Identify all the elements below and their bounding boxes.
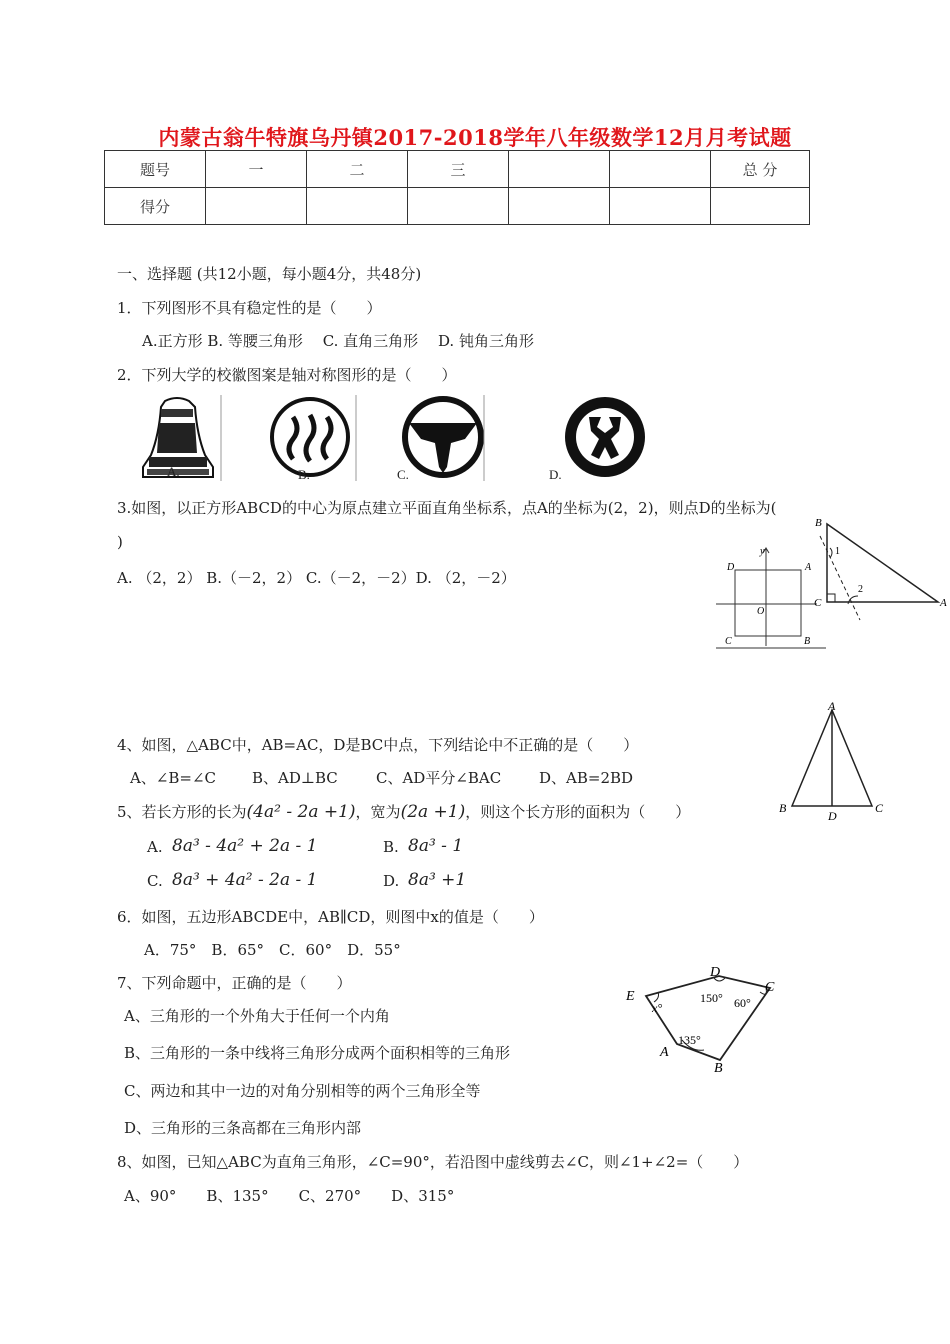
- table-cell: [206, 188, 307, 225]
- figure-label: 2: [858, 584, 863, 595]
- emblem-figures: [135, 395, 655, 485]
- table-cell: [408, 188, 509, 225]
- figure-label: x°: [652, 1001, 663, 1015]
- option-label: C.: [397, 467, 409, 482]
- figure-label: 1: [835, 546, 840, 557]
- question-7-option-c: C、两边和其中一边的对角分别相等的两个三角形全等: [124, 1082, 481, 1100]
- figure-label: O: [757, 606, 765, 617]
- question-5-stem: [117, 801, 690, 822]
- question-4-figure: [775, 700, 890, 825]
- question-8-figure: [810, 514, 950, 624]
- figure-label: C: [814, 597, 822, 609]
- figure-label: B: [804, 636, 811, 647]
- figure-label: 60°: [734, 996, 751, 1010]
- question-2-stem: 2．下列大学的校徽图案是轴对称图形的是（ ）: [117, 366, 457, 384]
- figure-label: B: [815, 517, 822, 529]
- figure-label: A: [805, 562, 812, 573]
- table-row: [105, 151, 810, 188]
- question-6-options: A．75° B．65° C．60° D．55°: [144, 941, 401, 959]
- figure-label: A: [940, 597, 947, 609]
- option-label: B.: [298, 467, 310, 482]
- table-row: [105, 188, 810, 225]
- question-4-stem: 4、如图，△ABC中，AB=AC，D是BC中点，下列结论中不正确的是（ ）: [117, 736, 639, 754]
- question-8-options: A、90° B、135° C、270° D、315°: [124, 1187, 455, 1205]
- figure-label: C: [725, 636, 732, 647]
- length-expression: (4a² - 2a +1): [246, 802, 356, 822]
- figure-label: D: [828, 809, 837, 823]
- table-cell: 二: [307, 151, 408, 188]
- question-5-option-a: 8a³ - 4a² + 2a - 1: [172, 836, 318, 856]
- stem-text: 5、若长方形的长为: [117, 803, 247, 821]
- table-cell: [711, 188, 810, 225]
- question-4-option-b: B、AD⊥BC: [252, 769, 338, 787]
- option-label: B.: [383, 838, 399, 856]
- table-cell: [610, 151, 711, 188]
- stem-text: ，则这个长方形的面积为（ ）: [465, 803, 691, 821]
- section-heading: 一、选择题 (共12小题，每小题4分，共48分): [117, 265, 422, 283]
- question-6-stem: 6．如图，五边形ABCDE中，AB∥CD，则图中x的值是（ ）: [117, 908, 544, 926]
- figure-label: B: [779, 801, 787, 815]
- question-3-stem: 3.如图，以正方形ABCD的中心为原点建立平面直角坐标系，点A的坐标为(2，2)，则点D的坐标为(: [117, 499, 777, 517]
- emblem-a-icon: [143, 395, 221, 481]
- question-7-stem: 7、下列命题中，正确的是（ ）: [117, 974, 352, 992]
- question-5-option-b: 8a³ - 1: [408, 836, 464, 856]
- figure-label: A: [660, 1045, 669, 1060]
- figure-label: 150°: [700, 991, 723, 1005]
- figure-label: D: [727, 562, 735, 573]
- table-cell: [610, 188, 711, 225]
- question-5-option-c: 8a³ + 4a² - 2a - 1: [172, 870, 318, 890]
- question-4-option-c: C、AD平分∠BAC: [376, 769, 502, 787]
- table-cell: [509, 188, 610, 225]
- figure-label: A: [828, 700, 836, 713]
- option-label: C.: [147, 872, 163, 890]
- table-cell: [509, 151, 610, 188]
- table-cell: 题号: [105, 151, 206, 188]
- question-3-stem-end: ): [117, 533, 123, 551]
- figure-label: B: [714, 1061, 723, 1076]
- figure-label: D: [710, 965, 721, 980]
- question-5-option-d: 8a³ +1: [408, 870, 467, 890]
- figure-label: C: [875, 801, 884, 815]
- question-7-option-b: B、三角形的一条中线将三角形分成两个面积相等的三角形: [124, 1044, 511, 1062]
- page-title: 内蒙古翁牛特旗乌丹镇2017-2018学年八年级数学12月月考试题: [158, 125, 792, 150]
- question-3-options: A. （2，2） B.（－2，2） C.（－2，－2）D. （2，－2）: [117, 569, 516, 587]
- question-7-option-a: A、三角形的一个外角大于任何一个内角: [124, 1007, 390, 1025]
- figure-label: C: [765, 980, 775, 995]
- option-label: A.: [147, 838, 163, 856]
- question-1-options: A.正方形 B. 等腰三角形 C. 直角三角形 D. 钝角三角形: [142, 332, 534, 350]
- question-7-option-d: D、三角形的三条高都在三角形内部: [124, 1119, 362, 1137]
- emblem-d-icon: [565, 397, 645, 477]
- table-cell: 得分: [105, 188, 206, 225]
- table-cell: 总 分: [711, 151, 810, 188]
- width-expression: (2a +1): [400, 802, 466, 822]
- question-4-option-a: A、∠B=∠C: [130, 769, 217, 787]
- stem-text: ，宽为: [355, 803, 401, 821]
- table-cell: [307, 188, 408, 225]
- option-label: D.: [383, 872, 400, 890]
- emblem-b-icon: [272, 395, 356, 481]
- figure-label: y: [760, 546, 765, 557]
- option-label: D.: [549, 467, 562, 482]
- question-4-option-d: D、AB=2BD: [539, 769, 634, 787]
- table-cell: 一: [206, 151, 307, 188]
- question-8-stem: 8、如图，已知△ABC为直角三角形，∠C=90°，若沿图中虚线剪去∠C，则∠1+∠2=（ ）: [117, 1153, 749, 1171]
- table-cell: 三: [408, 151, 509, 188]
- figure-label: E: [626, 989, 635, 1004]
- figure-label: 135°: [678, 1033, 701, 1047]
- question-1-stem: 1．下列图形不具有稳定性的是（ ）: [117, 299, 382, 317]
- score-table: [104, 150, 810, 225]
- question-6-figure: [622, 962, 792, 1080]
- option-label: A.: [167, 464, 180, 479]
- emblem-c-icon: [405, 395, 484, 481]
